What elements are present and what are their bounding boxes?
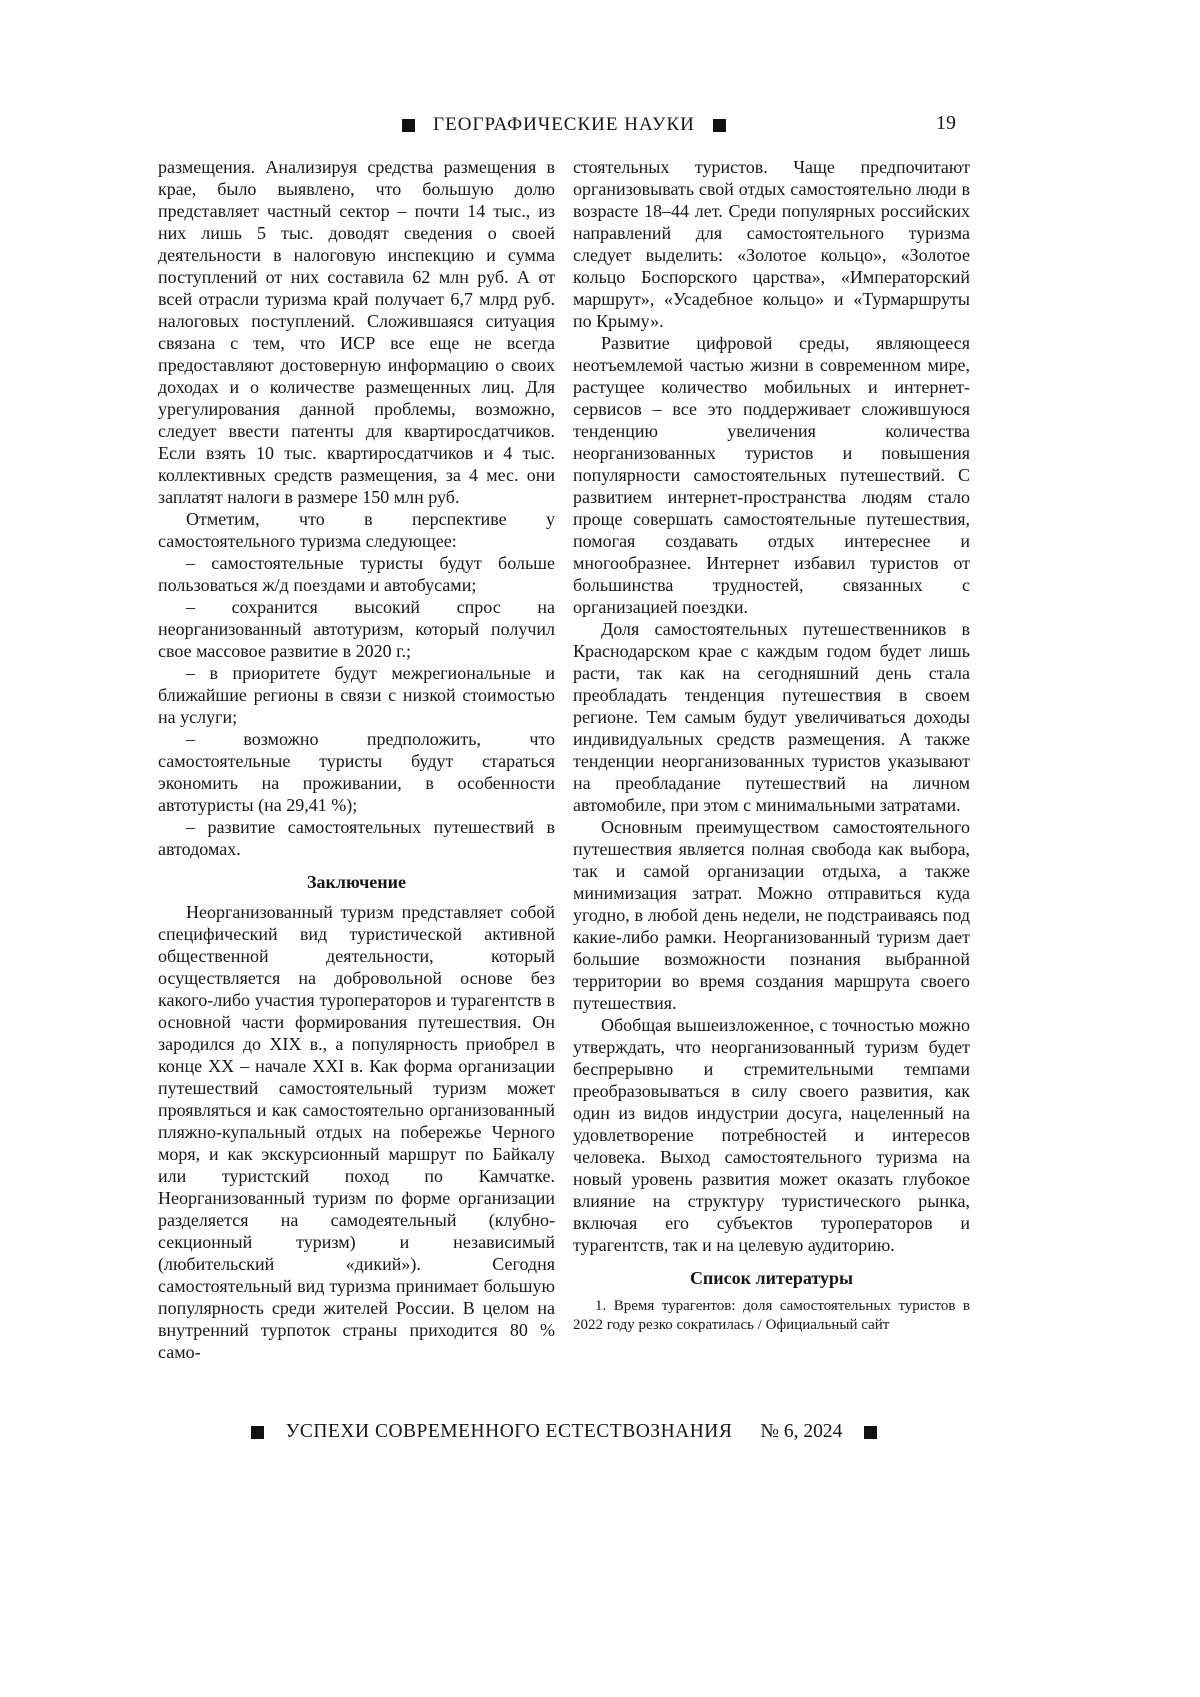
paragraph: Обобщая вышеизложенное, с точностью можно утверждать, что неорганизованный туризм будет беспрерывно и стремительными темпами преобразовываться в силу своего развития, как один из видов индустрии досуга, нацеленный на удовлетворение потребностей и интересов человека. Выход самостоятельного туризма на новый уровень развития может оказать глубокое влияние на структуру туристического рынка, включая его субъектов туроператоров и турагентств, так и на целевую аудиторию. [573,1015,970,1255]
reference-item: 1. Время турагентов: доля самостоятельных туристов в 2022 году резко сократилась / Официальный сайт [573,1298,970,1333]
issue-number: № 6, 2024 [760,1421,843,1442]
right-column [573,156,970,1363]
black-square-icon [251,1426,264,1439]
list-item: – в приоритете будут межрегиональные и ближайшие регионы в связи с низкой стоимостью на услуги; [158,663,555,727]
header-title-row [158,112,970,138]
section-heading-conclusion: Заключение [307,872,406,892]
left-column [158,156,555,1363]
paragraph-continuation: стоятельных туристов. Чаще предпочитают организовывать свой отдых самостоятельно люди в возрасте 18–44 лет. Среди популярных российских направлений для самостоятельного туризма следует выделить: «Золотое кольцо», «Золотое кольцо Боспорского царства», «Императорский маршрут», «Усадебное кольцо» и «Турмаршруты по Крыму». [573,157,970,331]
list-item: – развитие самостоятельных путешествий в автодомах. [158,817,555,859]
paragraph-continuation: размещения. Анализируя средства размещения в крае, было выявлено, что большую долю представляет частный сектор – почти 14 тыс., из них лишь 5 тыс. доводят сведения о своей деятельности в налоговую инспекцию и сумма поступлений от них составила 62 млн руб. А от всей отрасли туризма край получает 6,7 млрд руб. налоговых поступлений. Сложившаяся ситуация связана с тем, что ИСР все еще не всегда предоставляют достоверную информацию о своих доходах и о количестве размещенных лиц. Для урегулирования данной проблемы, возможно, следует ввести патенты для квартиросдатчиков. Если взять 10 тыс. квартиросдатчиков и 4 тыс. коллективных средств размещения, за 4 мес. они заплатят налоги в размере 150 млн руб. [158,157,555,507]
list-item: – возможно предположить, что самостоятельные туристы будут стараться экономить на проживании, в особенности автотуристы (на 29,41 %); [158,729,555,815]
journal-title: УСПЕХИ СОВРЕМЕННОГО ЕСТЕСТВОЗНАНИЯ [285,1421,733,1442]
paragraph: Основным преимуществом самостоятельного путешествия является полная свобода как выбора, так и самой организации отдыха, а также минимизация затрат. Можно отправиться куда угодно, в любой день недели, не подстраиваясь под какие-либо рамки. Неорганизованный туризм дает большие возможности познания выбранной территории во время создания маршрута своего путешествия. [573,817,970,1013]
paragraph: Доля самостоятельных путешественников в Краснодарском крае с каждым годом будет лишь расти, так как на сегодняшний день стала преобладать тенденция путешествия в своем регионе. Тем самым будут увеличиваться доходы индивидуальных средств размещения. А также тенденции неорганизованных туристов указывают на преобладание путешествий на личном автомобиле, при этом с минимальными затратами. [573,619,970,815]
paragraph-intro: Отметим, что в перспективе у самостоятельного туризма следующее: [158,509,555,551]
section-heading-references: Список литературы [689,1268,854,1288]
list-item: – сохранится высокий спрос на неорганизованный автотуризм, который получил свое массовое развитие в 2020 г.; [158,597,555,661]
paragraph: Развитие цифровой среды, являющееся неотъемлемой частью жизни в современном мире, растущее количество мобильных и интернет-сервисов – все это поддерживает сложившуюся тенденцию увеличения количества неорганизованных туристов и повышения популярности самостоятельных путешествий. С развитием интернет-пространства людям стало проще совершать самостоятельные путешествия, помогая создавать отдых интереснее и многообразнее. Интернет избавил туристов от большинства трудностей, связанных с организацией поездки. [573,333,970,617]
page-footer [158,1421,970,1443]
list-item: – самостоятельные туристы будут больше пользоваться ж/д поездами и автобусами; [158,553,555,595]
black-square-icon [402,119,415,132]
black-square-icon [713,119,726,132]
section-title: ГЕОГРАФИЧЕСКИЕ НАУКИ [433,114,695,135]
journal-page [158,112,970,1363]
article-body [158,156,970,1363]
page-number: 19 [936,112,956,134]
paragraph-conclusion: Неорганизованный туризм представляет собой специфический вид туристической активной общественной деятельности, который осуществляется на добровольной основе без какого-либо участия туроператоров и турагентств в основной части формирования путешествия. Он зародился до XIX в., а популярность приобрел в конце XX – начале XXI в. Как форма организации путешествий самостоятельный туризм может проявляться и как самостоятельно организованный пляжно-купальный отдых на побережье Черного моря, и как экскурсионный маршрут по Байкалу или туристский поход по Камчатке. Неорганизованный туризм по форме организации разделяется на самодеятельный (клубно-секционный туризм) и независимый (любительский «дикий»). Сегодня самостоятельный вид туризма принимает большую популярность среди жителей России. В целом на внутренний турпоток страны приходится 80 % само- [158,902,555,1362]
page-header [158,112,970,138]
black-square-icon [864,1426,877,1439]
